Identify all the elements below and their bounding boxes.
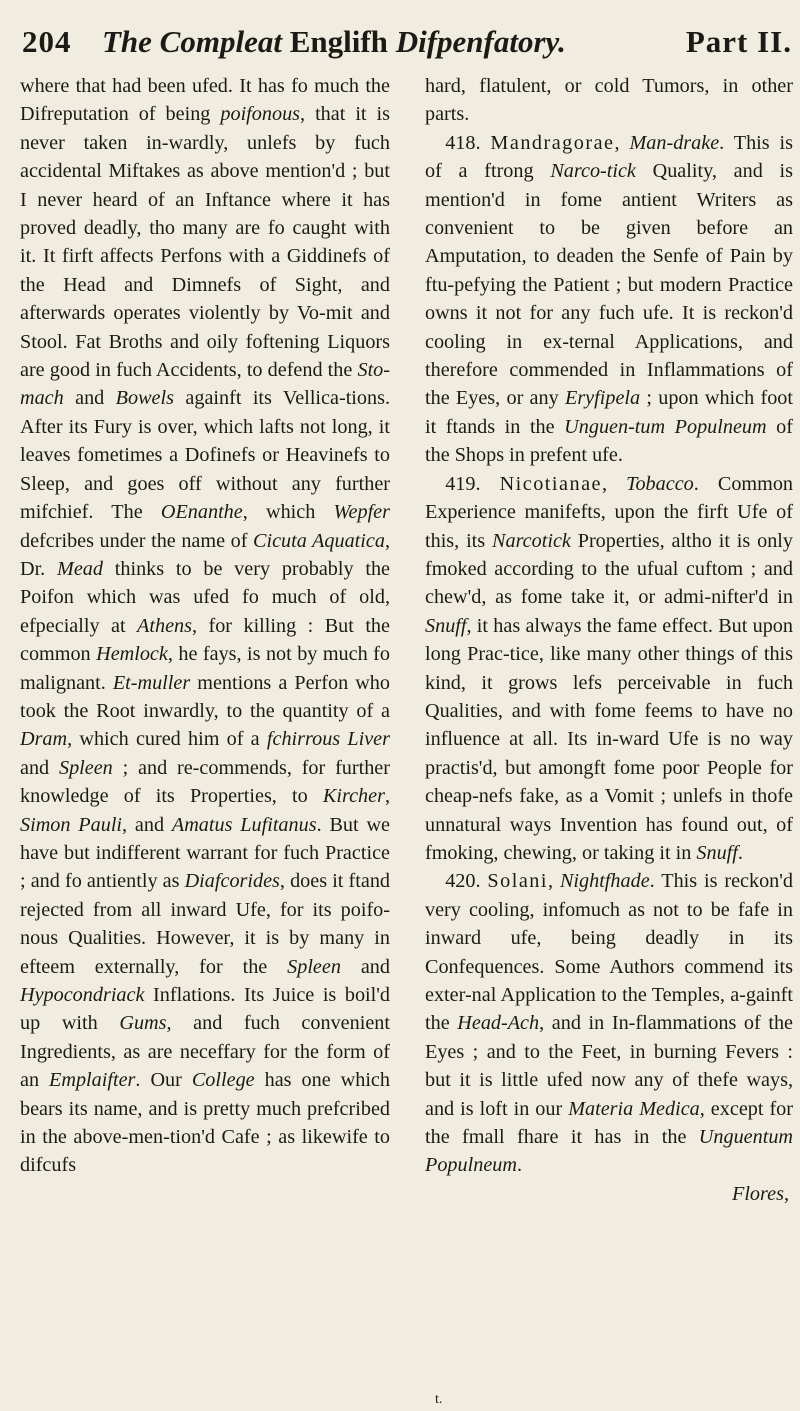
entry-420: 420. Solani, Nightfhade. This is reckon'd very cooling, infomuch as not to be fafe in inward ufe, being deadly in its Confequences. Some Authors commend its exter-nal Application to the Temples, a-gainft the Head-Ach, and in In-flammations of the Eyes ; and to the Feet, in burning Fevers : but it is little ufed now any of thefe ways, and is loft in our Materia Medica, except for the fmall fhare it has in the Unguentum Populneum. (425, 870, 793, 1177)
part-label: Part II. (685, 24, 792, 59)
page-number: 204 (22, 24, 72, 59)
continuation-paragraph: hard, flatulent, or cold Tumors, in other parts. (425, 75, 793, 126)
right-column (425, 72, 793, 1397)
entry-419: 419. Nicotianae, Tobacco. Common Experience manifefts, upon the firft Ufe of this, its Narcotick Properties, altho it is only fmoked according to the ufual cuftom ; and chew'd, as fome take it, or admi-nifter'd in Snuff, it has always the fame effect. But upon long Prac-tice, like many other things of this kind, it grows lefs perceivable in fuch Qualities, and with fome feems to have no influence at all. Its in-ward Ufe is no way practis'd, but amongft fome poor People for cheap-nefs fake, as a Vomit ; unlefs in thofe unnatural ways Invention has found out, of fmoking, chewing, or taking it in Snuff. (425, 472, 793, 864)
running-title: The Compleat Englifh Difpenfatory. (102, 24, 566, 59)
entry-418: 418. Mandragorae, Man-drake. This is of a ftrong Narco-tick Quality, and is mention'd in fome antient Writers as convenient to be given before an Amputation, to deaden the Senfe of Pain by ftu-pefying the Patient ; but modern Practice owns it not for any fuch ufe. It is reckon'd cooling in ex-ternal Applications, and therefore commended in Inflammations of the Eyes, or any Eryfipela ; upon which foot it ftands in the Unguen-tum Populneum of the Shops in prefent ufe. (425, 131, 793, 467)
catchword: Flores, (731, 1182, 789, 1205)
running-header (22, 14, 792, 70)
left-column-text: where that had been ufed. It has fo much the Difreputation of being poifonous, that it is never taken in-wardly, unlefs by fuch accidental Miftakes as above mention'd ; but I never heard of an Inftance where it has proved deadly, tho many are fo caught with it. It firft affects Perfons with a Giddinefs of the Head and Dimnefs of Sight, and afterwards operates violently by Vo-mit and Stool. Fat Broths and oily foftening Liquors are good in fuch Accidents, to defend the Sto-mach and Bowels againft its Vellica-tions. After its Fury is over, which lafts not long, it leaves fometimes a Dofinefs or Heavinefs to Sleep, and goes off without any further mifchief. The OEnanthe, which Wepfer defcribes under the name of Cicuta Aquatica, Dr. Mead thinks to be very probably the Poifon which was ufed fo much of old, efpecially at Athens, for killing : But the common Hemlock, he fays, is not by much fo malignant. Et-muller mentions a Perfon who took the Root inwardly, to the quantity of a Dram, which cured him of a fchirrous Liver and Spleen ; and re-commends, for further knowledge of its Properties, to Kircher, Simon Pauli, and Amatus Lufitanus. But we have but indifferent warrant for fuch Practice ; and fo antiently as Diafcorides, does it ftand rejected from all inward Ufe, for its poifo-nous Qualities. However, it is by many in efteem externally, for the Spleen and Hypocondriack Inflations. Its Juice is boil'd up with Gums, and fuch convenient Ingredients, as are neceffary for the form of an Emplaifter. Our College has one which bears its name, and is pretty much prefcribed in the above-men-tion'd Cafe ; as likewife to difcufs (20, 75, 390, 1177)
signature-mark: t. (435, 1392, 443, 1407)
left-column (20, 72, 390, 1397)
